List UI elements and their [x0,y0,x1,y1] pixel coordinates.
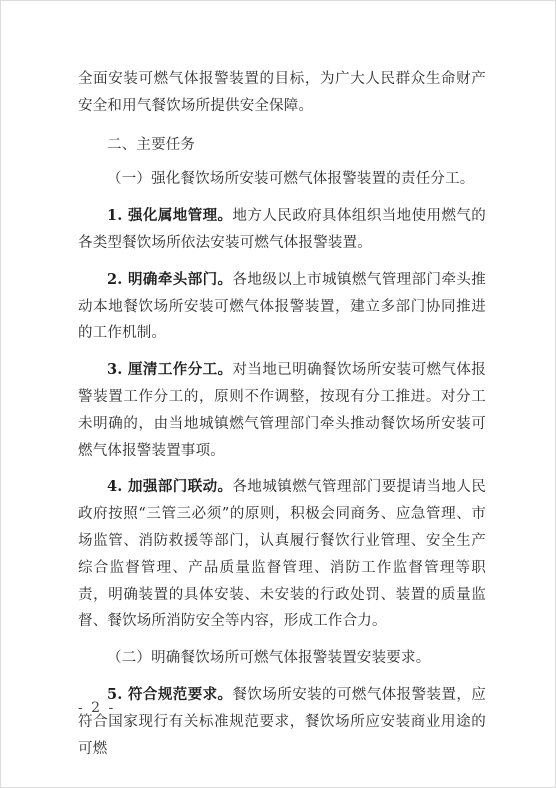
subsection-heading-1: （一）强化餐饮场所安装可燃气体报警装置的责任分工。 [107,171,475,188]
item-title-5: 5. 符合规范要求。 [107,685,233,703]
item-body-4: 各地城镇燃气管理部门要提请当地人民政府按照“三管三必须”的原则，积极会同商务、应急管理、市场监管、消防救援等部门，认真履行餐饮行业管理、安全生产综合监督管理、产品质量监督管理、消防工作监督管理等职责，明确装置的具体安装、未安装的行政处罚、装置的质量监督、餐饮场所消防安全等内容，形成工作合力。 [78,479,487,630]
item-body-3: 对当地已明确餐饮场所安装可燃气体报警装置工作分工的，原则不作调整，按现有分工推进。对分工未明确的，由当地城镇燃气管理部门牵头推动餐饮场所安装可燃气体报警装置事项。 [78,362,487,459]
item-body-1: 地方人民政府具体组织当地使用燃气的各类型餐饮场所依法安装可燃气体报警装置。 [78,208,487,251]
item-title-3: 3. 厘清工作分工。 [107,361,233,379]
item-title-1: 1. 强化属地管理。 [107,207,233,225]
item-title-4: 4. 加强部门联动。 [107,478,233,496]
item-paragraph-4 [78,474,486,635]
continuation-paragraph: 全面安装可燃气体报警装置的目标，为广大人民群众生命财产安全和用气餐饮场所提供安全保障。 [78,71,486,114]
document-body [78,66,486,772]
item-paragraph-1 [78,203,486,257]
item-paragraph-2 [78,267,486,347]
item-body-5: 餐饮场所安装的可燃气体报警装置，应符合国家现行有关标准规范要求，餐饮场所应安装商业用途的可燃 [78,686,487,757]
page-number: - 2 - [78,700,116,716]
item-paragraph-3 [78,357,486,464]
item-title-2: 2. 明确牵头部门。 [107,270,233,288]
subsection-heading-2: （二）明确餐饮场所可燃气体报警装置安装要求。 [107,650,431,667]
item-body-2: 各地级以上市城镇燃气管理部门牵头推动本地餐饮场所安装可燃气体报警装置，建立多部门协同推进的工作机制。 [78,271,487,342]
item-paragraph-5 [78,682,486,762]
section-heading-main-tasks: 二、主要任务 [107,136,196,153]
